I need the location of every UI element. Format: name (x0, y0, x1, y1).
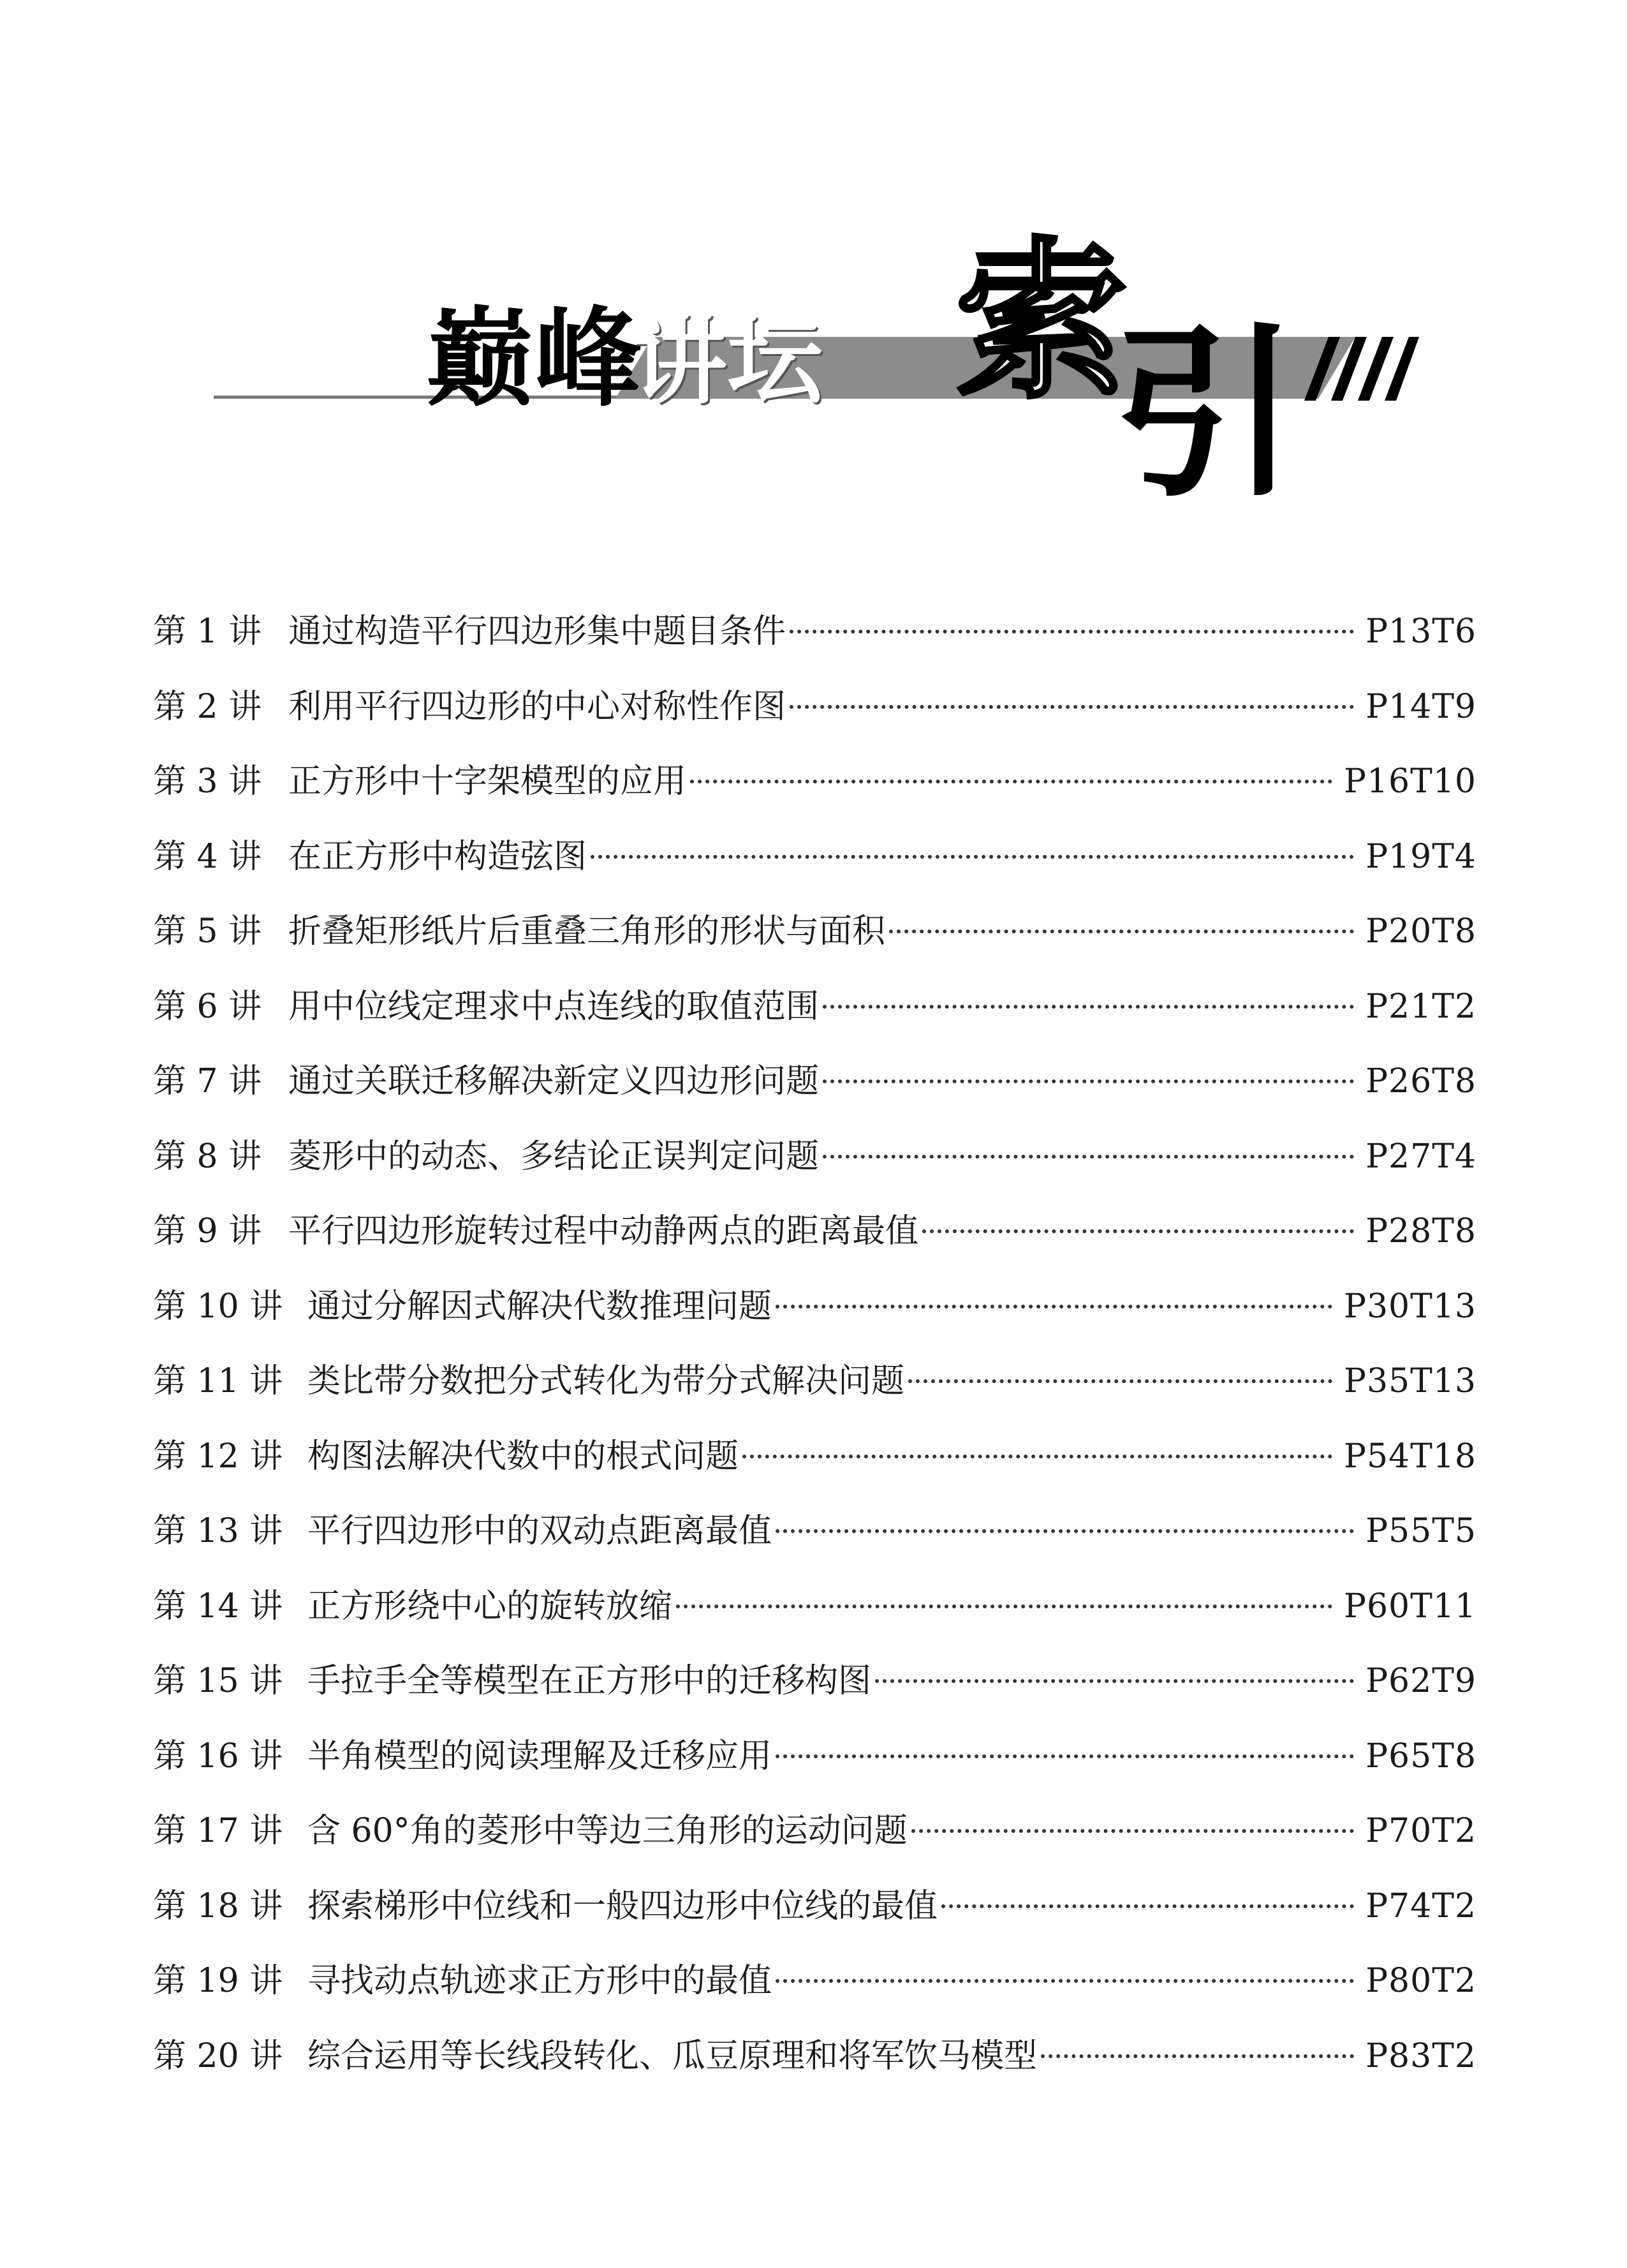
index-entry[interactable] (153, 1419, 1476, 1495)
header-big-char-2: 引 (1113, 307, 1298, 522)
dot-leader (911, 1829, 1354, 1833)
lecture-topic: 菱形中的动态、多结论正误判定问题 (288, 1137, 820, 1176)
header-title-part1: 巅峰 (426, 296, 643, 421)
dot-leader (742, 1455, 1332, 1458)
page-reference: P26T8 (1366, 1062, 1476, 1101)
index-entry[interactable] (153, 1869, 1476, 1945)
page-reference: P55T5 (1366, 1512, 1476, 1550)
lecture-number: 第 17 讲 (153, 1812, 283, 1850)
dot-leader (823, 1155, 1354, 1159)
lecture-number: 第 8 讲 (153, 1137, 262, 1176)
lecture-topic: 半角模型的阅读理解及迁移应用 (307, 1737, 772, 1775)
lecture-topic: 平行四边形旋转过程中动静两点的距离最值 (288, 1212, 919, 1250)
index-entry[interactable] (153, 1794, 1476, 1869)
lecture-number: 第 12 讲 (153, 1437, 283, 1476)
page-reference: P54T18 (1343, 1437, 1476, 1476)
lecture-number: 第 6 讲 (153, 987, 262, 1026)
dot-leader (776, 1529, 1354, 1533)
page-reference: P14T9 (1366, 687, 1476, 726)
dot-leader (875, 1679, 1354, 1683)
lecture-number: 第 15 讲 (153, 1662, 283, 1700)
lecture-number: 第 1 讲 (153, 612, 262, 651)
lecture-number: 第 14 讲 (153, 1587, 283, 1626)
dot-leader (776, 1305, 1332, 1308)
dot-leader (908, 1379, 1332, 1383)
page-reference: P19T4 (1366, 837, 1476, 876)
page-reference: P80T2 (1366, 1962, 1476, 2000)
page-reference: P60T11 (1343, 1587, 1476, 1626)
lecture-number: 第 11 讲 (153, 1362, 283, 1400)
lecture-number: 第 13 讲 (153, 1512, 283, 1550)
dot-leader (591, 855, 1354, 859)
dot-leader (676, 1605, 1332, 1608)
dot-leader (823, 1005, 1354, 1009)
header-title-part2: 讲坛 (631, 306, 823, 417)
lecture-topic: 手拉手全等模型在正方形中的迁移构图 (307, 1662, 872, 1700)
lecture-number: 第 10 讲 (153, 1287, 283, 1326)
page-reference: P65T8 (1366, 1737, 1476, 1775)
dot-leader (790, 705, 1354, 709)
page-reference: P20T8 (1366, 912, 1476, 951)
lecture-number: 第 16 讲 (153, 1737, 283, 1775)
lecture-topic: 探索梯形中位线和一般四边形中位线的最值 (307, 1886, 938, 1925)
index-entry[interactable] (153, 970, 1476, 1045)
lecture-topic: 利用平行四边形的中心对称性作图 (288, 687, 786, 726)
page-reference: P30T13 (1343, 1287, 1476, 1326)
lecture-number: 第 18 讲 (153, 1886, 283, 1925)
dot-leader (776, 1754, 1354, 1758)
index-entry[interactable] (153, 1644, 1476, 1719)
lecture-topic: 通过构造平行四边形集中题目条件 (288, 612, 786, 651)
index-entry[interactable] (153, 1270, 1476, 1345)
index-list (153, 595, 1476, 2094)
index-entry[interactable] (153, 745, 1476, 820)
lecture-number: 第 4 讲 (153, 837, 262, 876)
dot-leader (889, 930, 1354, 933)
index-entry[interactable] (153, 1719, 1476, 1795)
lecture-topic: 综合运用等长线段转化、瓜豆原理和将军饮马模型 (307, 2036, 1038, 2075)
dot-leader (690, 780, 1332, 783)
index-entry[interactable] (153, 1944, 1476, 2019)
lecture-topic: 用中位线定理求中点连线的取值范围 (288, 987, 820, 1026)
index-entry[interactable] (153, 1494, 1476, 1569)
lecture-number: 第 9 讲 (153, 1212, 262, 1250)
decorative-slashes-icon (1304, 337, 1419, 401)
dot-leader (776, 1979, 1354, 1983)
lecture-number: 第 5 讲 (153, 912, 262, 951)
lecture-number: 第 3 讲 (153, 762, 262, 801)
index-entry[interactable] (153, 820, 1476, 895)
index-entry[interactable] (153, 670, 1476, 745)
lecture-topic: 类比带分数把分式转化为带分式解决问题 (307, 1362, 905, 1400)
index-header-banner (0, 0, 1627, 523)
lecture-number: 第 2 讲 (153, 687, 262, 726)
lecture-number: 第 19 讲 (153, 1962, 283, 2000)
page-reference: P27T4 (1366, 1137, 1476, 1176)
page-reference: P83T2 (1366, 2036, 1476, 2075)
header-big-char-1: 索 (955, 221, 1128, 422)
page-reference: P74T2 (1366, 1886, 1476, 1925)
index-entry[interactable] (153, 894, 1476, 970)
lecture-topic: 在正方形中构造弦图 (288, 837, 587, 876)
dot-leader (823, 1079, 1354, 1083)
lecture-topic: 平行四边形中的双动点距离最值 (307, 1512, 772, 1550)
page-reference: P13T6 (1366, 612, 1476, 651)
dot-leader (790, 630, 1354, 634)
lecture-topic: 折叠矩形纸片后重叠三角形的形状与面积 (288, 912, 886, 951)
lecture-topic: 通过关联迁移解决新定义四边形问题 (288, 1062, 820, 1101)
lecture-topic: 通过分解因式解决代数推理问题 (307, 1287, 772, 1326)
index-entry[interactable] (153, 1044, 1476, 1120)
index-entry[interactable] (153, 1344, 1476, 1419)
page-reference: P21T2 (1366, 987, 1476, 1026)
dot-leader (1041, 2054, 1354, 2058)
lecture-topic: 正方形中十字架模型的应用 (288, 762, 687, 801)
dot-leader (941, 1904, 1354, 1908)
dot-leader (922, 1229, 1354, 1233)
lecture-topic: 构图法解决代数中的根式问题 (307, 1437, 739, 1476)
index-entry[interactable] (153, 2019, 1476, 2094)
index-entry[interactable] (153, 1569, 1476, 1645)
lecture-number: 第 20 讲 (153, 2036, 283, 2075)
lecture-topic: 正方形绕中心的旋转放缩 (307, 1587, 673, 1626)
page-reference: P35T13 (1343, 1362, 1476, 1400)
page-reference: P28T8 (1366, 1212, 1476, 1250)
page-reference: P16T10 (1343, 762, 1476, 801)
lecture-topic: 寻找动点轨迹求正方形中的最值 (307, 1962, 772, 2000)
lecture-topic: 含 60°角的菱形中等边三角形的运动问题 (307, 1812, 908, 1850)
lecture-number: 第 7 讲 (153, 1062, 262, 1101)
index-entry[interactable] (153, 1194, 1476, 1270)
page-reference: P70T2 (1366, 1812, 1476, 1850)
page-reference: P62T9 (1366, 1662, 1476, 1700)
index-entry[interactable] (153, 595, 1476, 670)
index-entry[interactable] (153, 1120, 1476, 1195)
